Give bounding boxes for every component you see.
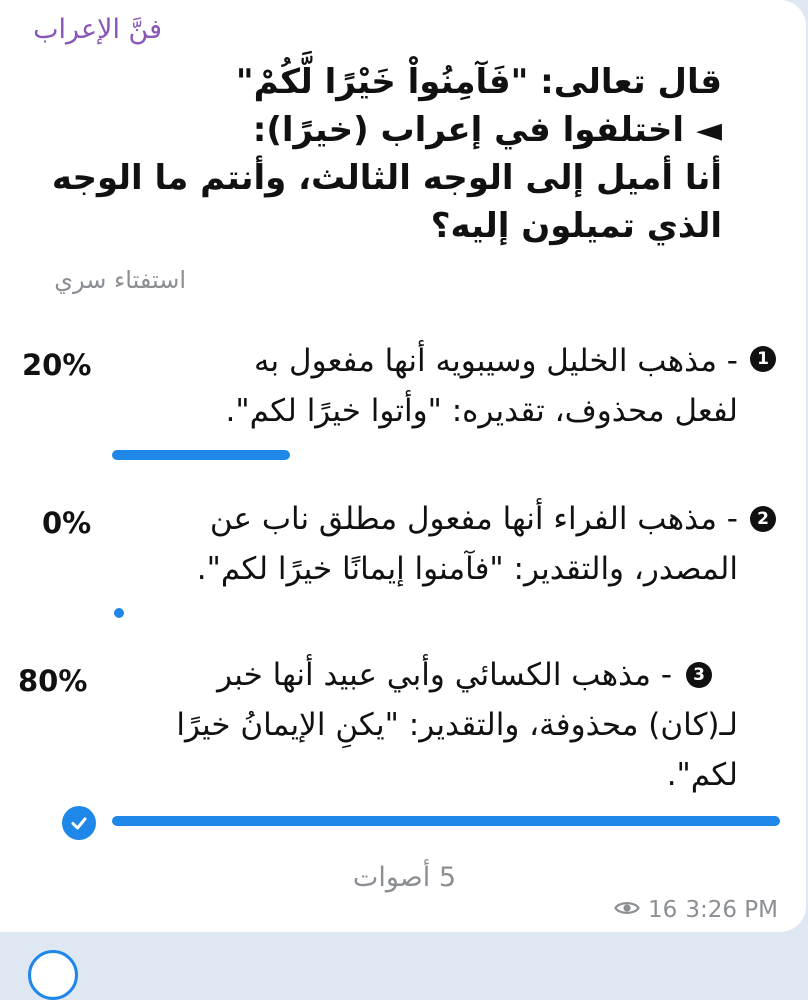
option-result-bar	[112, 450, 290, 460]
option-percent: 80%	[18, 664, 88, 698]
view-count: 16	[648, 897, 678, 923]
question-line: ◄ اختلفوا في إعراب (خيرًا):	[252, 110, 722, 150]
option-line: - مذهب الكسائي وأبي عبيد أنها خبر	[217, 657, 672, 693]
checkmark-icon	[62, 806, 96, 840]
option-text	[226, 336, 738, 436]
option-line: لكم".	[666, 757, 738, 793]
option-percent: 0%	[42, 506, 92, 540]
option-line: - مذهب الخليل وسيبويه أنها مفعول به	[253, 343, 738, 379]
option-text	[197, 494, 738, 594]
option-line: المصدر، والتقدير: "فآمنوا إيمانًا خيرًا لكم".	[196, 551, 738, 587]
option-percent: 20%	[22, 348, 92, 382]
option-text	[176, 650, 738, 800]
channel-name[interactable]: فنَّ الإعراب	[33, 14, 162, 45]
poll-option-1[interactable]	[0, 336, 808, 466]
option-number-icon: 1	[750, 346, 776, 372]
option-result-bar	[114, 608, 124, 618]
option-number-icon: 2	[750, 506, 776, 532]
question-line: قال تعالى: "فَآمِنُواْ خَيْرًا لَّكُمْ"	[235, 62, 722, 102]
message-meta	[614, 897, 778, 923]
option-result-bar	[112, 816, 780, 826]
poll-option-3[interactable]	[0, 650, 808, 840]
poll-question	[51, 58, 722, 250]
eye-icon	[614, 897, 640, 923]
poll-type-label: استفتاء سري	[54, 266, 186, 294]
option-line: - مذهب الفراء أنها مفعول مطلق ناب عن	[209, 501, 738, 537]
question-line: أنا أميل إلى الوجه الثالث، وأنتم ما الوجه	[51, 158, 722, 198]
vote-count[interactable]: 5 أصوات	[352, 862, 456, 893]
message-time: 3:26 PM	[685, 897, 778, 923]
option-number-icon: 3	[686, 662, 712, 688]
option-line: لفعل محذوف، تقديره: "وأتوا خيرًا لكم".	[225, 393, 738, 429]
poll-option-2[interactable]	[0, 494, 808, 624]
question-line: الذي تميلون إليه؟	[430, 206, 722, 246]
option-line: لـ(كان) محذوفة، والتقدير: "يكنِ الإيمانُ خيرًا	[176, 707, 738, 743]
next-message-avatar[interactable]	[28, 950, 78, 1000]
